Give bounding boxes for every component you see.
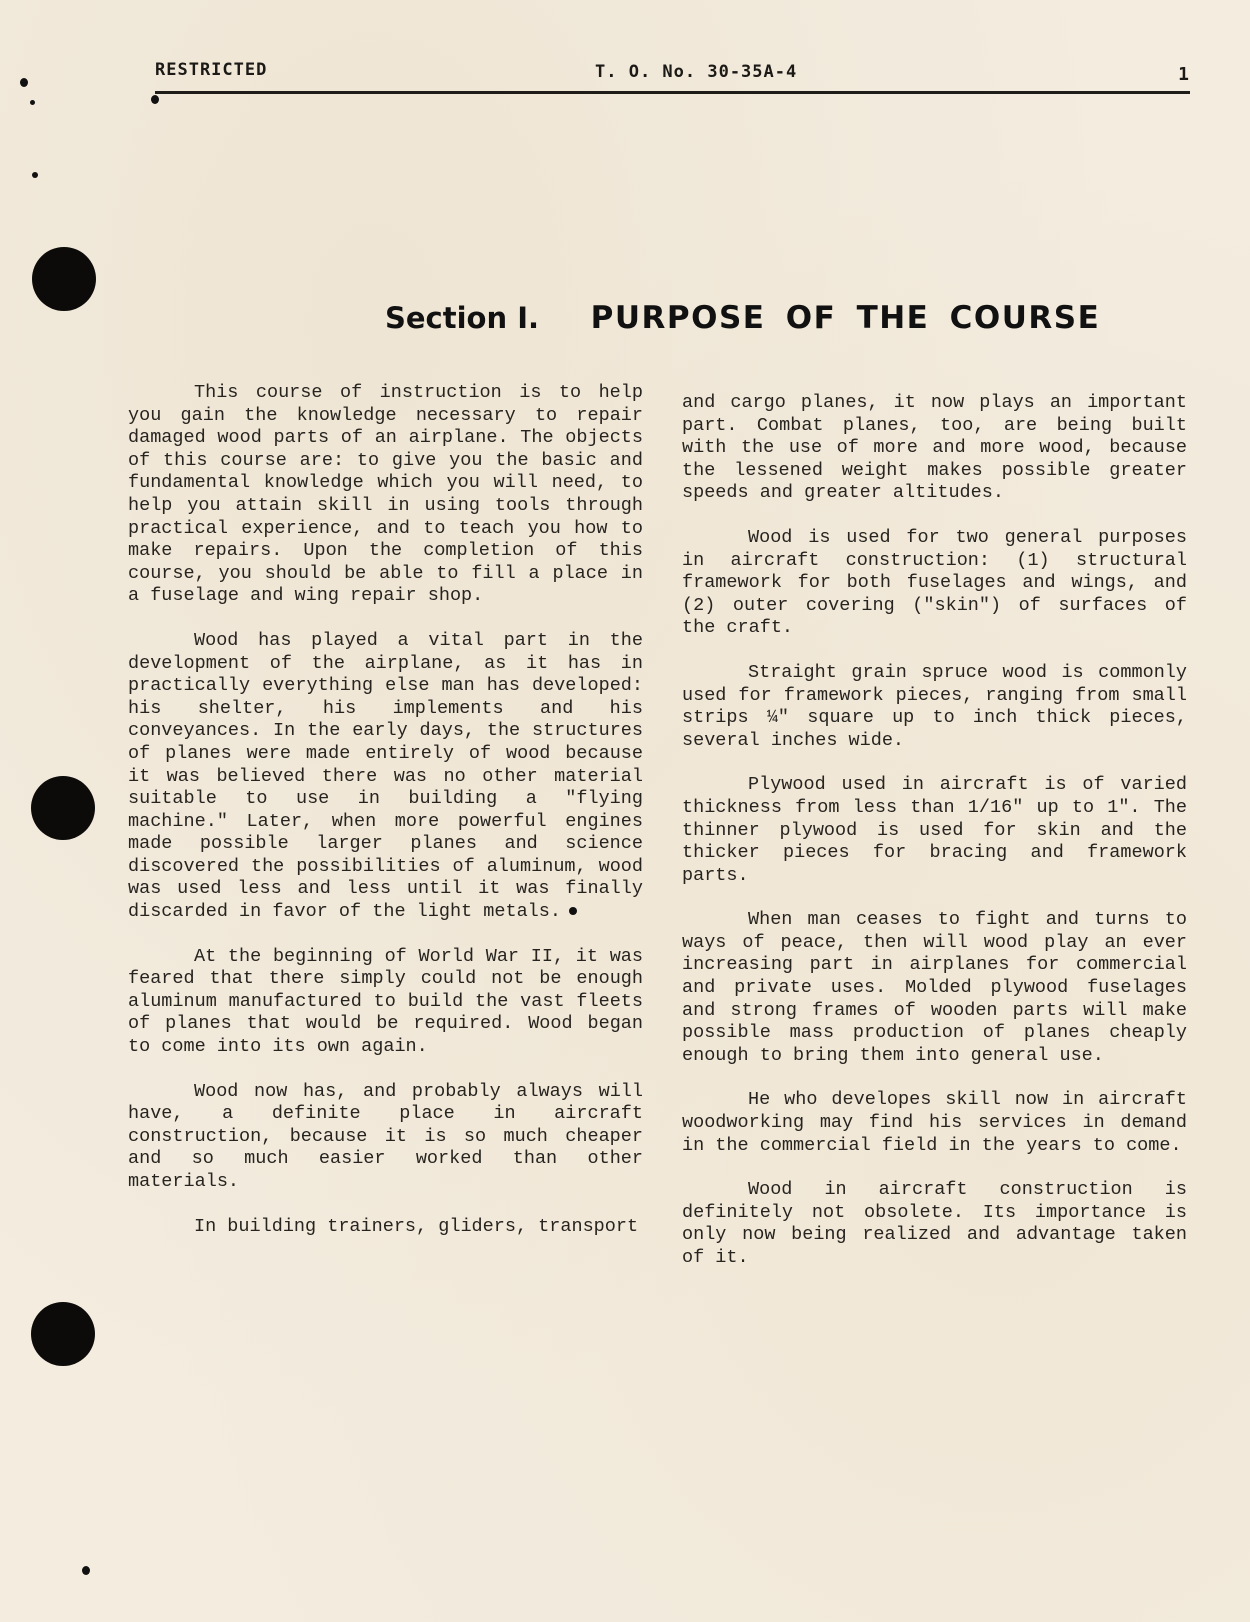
page-number: 1 — [1178, 64, 1190, 85]
right-column — [682, 392, 1187, 1292]
paragraph-text: Straight grain spruce wood is commonly used for framework pieces, ranging from small strips ¼" square up to inch thick pieces, several inches wide. — [682, 661, 1187, 751]
paragraph-text: This course of instruction is to help you gain the knowledge necessary to repair damaged wood parts of an airplane. The objects of this course are: to give you the basic and fundamental knowledge which you will need, to help you attain skill in using tools through practical experience, and to teach you how to make repairs. Upon the completion of this course, you should be able to fill a place in a fuselage and wing repair shop. — [128, 382, 643, 607]
paragraph-text: and cargo planes, it now plays an important part. Combat planes, too, are being built with the use of more and more wood, because the lessened weight makes possible greater speeds and greater altitudes. — [682, 392, 1187, 504]
bullet-mark — [569, 907, 577, 915]
paragraph — [682, 1089, 1187, 1157]
header-rule — [155, 91, 1190, 94]
margin-dot — [20, 78, 28, 87]
binder-hole-middle — [31, 776, 95, 840]
paragraph — [682, 527, 1187, 640]
paragraph-text: He who developes skill now in aircraft woodworking may find his services in demand in the commercial field in the years to come. — [682, 1089, 1187, 1156]
section-number: Section I. — [385, 301, 540, 335]
page-header — [155, 58, 1190, 88]
paragraph — [128, 1081, 643, 1194]
margin-dot — [30, 100, 35, 105]
left-column — [128, 382, 643, 1260]
paragraph-text: Wood in aircraft construction is definitely not obsolete. Its importance is only now being realized and advantage taken of it. — [682, 1179, 1187, 1268]
margin-dot — [82, 1566, 90, 1575]
paragraph-text: Wood now has, and probably always will have, a definite place in aircraft construction, because it is so much cheaper and so much easier worked than other materials. — [128, 1080, 643, 1192]
margin-dot — [151, 95, 159, 104]
paragraph — [128, 1216, 643, 1239]
paragraph — [682, 662, 1187, 752]
paragraph-text: When man ceases to fight and turns to ways of peace, then will wood play an ever increasing part in airplanes for commercial and private uses. Molded plywood fuselages and strong frames of wooden parts will make possible mass production of planes cheaply enough to bring them into general use. — [682, 909, 1187, 1066]
paragraph-text: Plywood used in aircraft is of varied thickness from less than 1/16" up to 1". The thinner plywood is used for skin and the thicker pieces for bracing and framework parts. — [682, 774, 1187, 886]
paragraph-text: At the beginning of World War II, it was feared that there simply could not be enough aluminum manufactured to build the vast fleets of planes that would be required. Wood began to come into its own again. — [128, 945, 643, 1058]
classification-label: RESTRICTED — [155, 60, 268, 80]
paragraph-text: In building trainers, gliders, transport — [194, 1215, 639, 1237]
document-number: T. O. No. 30-35A-4 — [595, 62, 798, 82]
paragraph — [128, 630, 643, 924]
section-title — [385, 300, 1101, 336]
paragraph — [682, 1179, 1187, 1269]
binder-hole-bottom — [31, 1302, 95, 1366]
paragraph — [682, 392, 1187, 505]
margin-dot — [32, 172, 38, 178]
paragraph — [682, 774, 1187, 887]
paragraph — [682, 909, 1187, 1067]
binder-hole-top — [32, 247, 96, 311]
paragraph — [128, 382, 643, 608]
section-heading: PURPOSE OF THE COURSE — [590, 300, 1101, 336]
paragraph-text: Wood is used for two general purposes in aircraft construction: (1) structural framework for both fuselages and wings, and (2) outer covering ("skin") of surfaces of the craft. — [682, 526, 1187, 639]
paragraph — [128, 946, 643, 1059]
paragraph-text: Wood has played a vital part in the development of the airplane, as it has in practically everything else man has developed: his shelter, his implements and his conveyances. In the early days, the structures of planes were made entirely of wood because it was believed there was no other material suitable to use in building a "flying machine." Later, when more powerful engines made possible larger planes and science discovered the possibilities of aluminum, wood was used less and less until it was finally discarded in favor of the light metals. — [128, 629, 643, 923]
